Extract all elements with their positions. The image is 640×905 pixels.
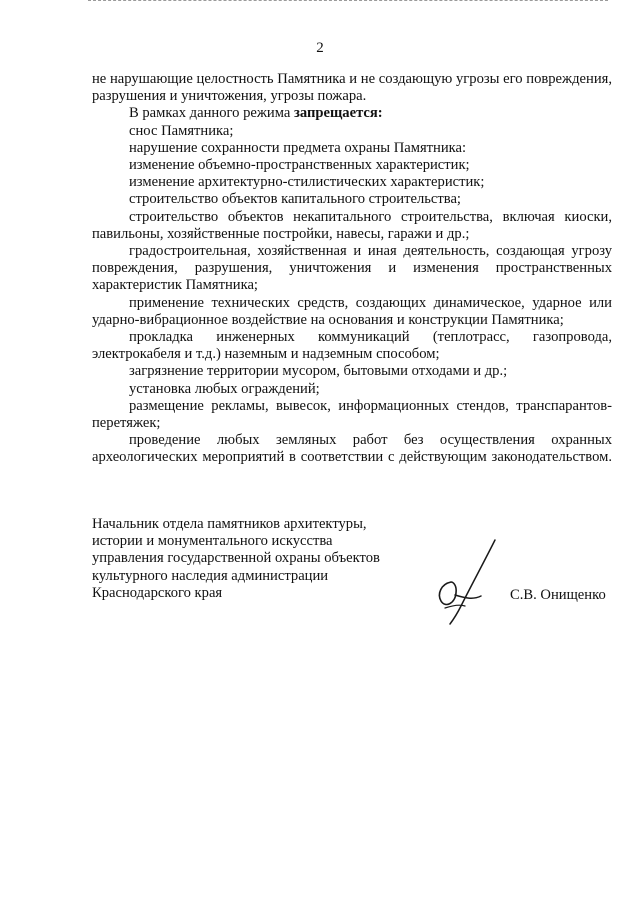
signatory-title-line: культурного наследия администрации	[92, 567, 329, 584]
list-item: изменение объемно-пространственных характеристик;	[129, 157, 470, 174]
list-item: прокладка инженерных коммуникаций (теплотрасс, газопровода, электрокабеля и т.д.) наземным и надземным способом;	[92, 329, 612, 363]
signer-name: С.В. Онищенко	[510, 587, 606, 603]
list-item: изменение архитектурно-стилистических характеристик;	[129, 174, 485, 191]
paragraph: не нарушающие целостность Памятника и не создающую угрозы его повреждения, разрушения и уничтожения, угрозы пожара.	[92, 71, 612, 105]
paragraph-intro-bold: запрещается:	[294, 105, 383, 122]
list-item: строительство объектов некапитального строительства, включая киоски, павильоны, хозяйственные постройки, навесы, гаражи и др.;	[92, 208, 612, 242]
list-item: строительство объектов капитального строительства;	[129, 191, 461, 208]
list-item: нарушение сохранности предмета охраны Памятника:	[129, 139, 467, 156]
list-item: установка любых ограждений;	[129, 380, 320, 397]
top-edge-rule	[88, 0, 608, 5]
signatory-title-line: Начальник отдела памятников архитектуры,	[92, 516, 367, 532]
paragraph-prohibited-intro	[92, 105, 612, 122]
page-number: 2	[316, 40, 324, 56]
list-item: снос Памятника;	[129, 122, 234, 139]
document-body	[92, 71, 612, 467]
signatory-title-line: управления государственной охраны объектов	[92, 550, 380, 567]
list-item: загрязнение территории мусором, бытовыми отходами и др.;	[129, 363, 508, 380]
signatory-title-block	[92, 516, 380, 602]
list-item: применение технических средств, создающих динамическое, ударное или ударно-вибрационное воздействие на основания и конструкции Памятника;	[92, 294, 612, 328]
list-item: проведение любых земляных работ без осуществления охранных археологических мероприятий в соответствии с действующим законодательством.	[92, 432, 612, 466]
paragraph-intro-text: В рамках данного режима	[129, 105, 294, 122]
list-item: градостроительная, хозяйственная и иная деятельность, создающая угрозу повреждения, разрушения, уничтожения и изменения пространственных характеристик Памятника;	[92, 243, 612, 294]
signatory-title-line: Краснодарского края	[92, 584, 223, 601]
list-item: размещение рекламы, вывесок, информационных стендов, транспарантов-перетяжек;	[92, 397, 612, 432]
handwritten-signature	[415, 538, 505, 628]
signatory-title-line: истории и монументального искусства	[92, 533, 333, 550]
